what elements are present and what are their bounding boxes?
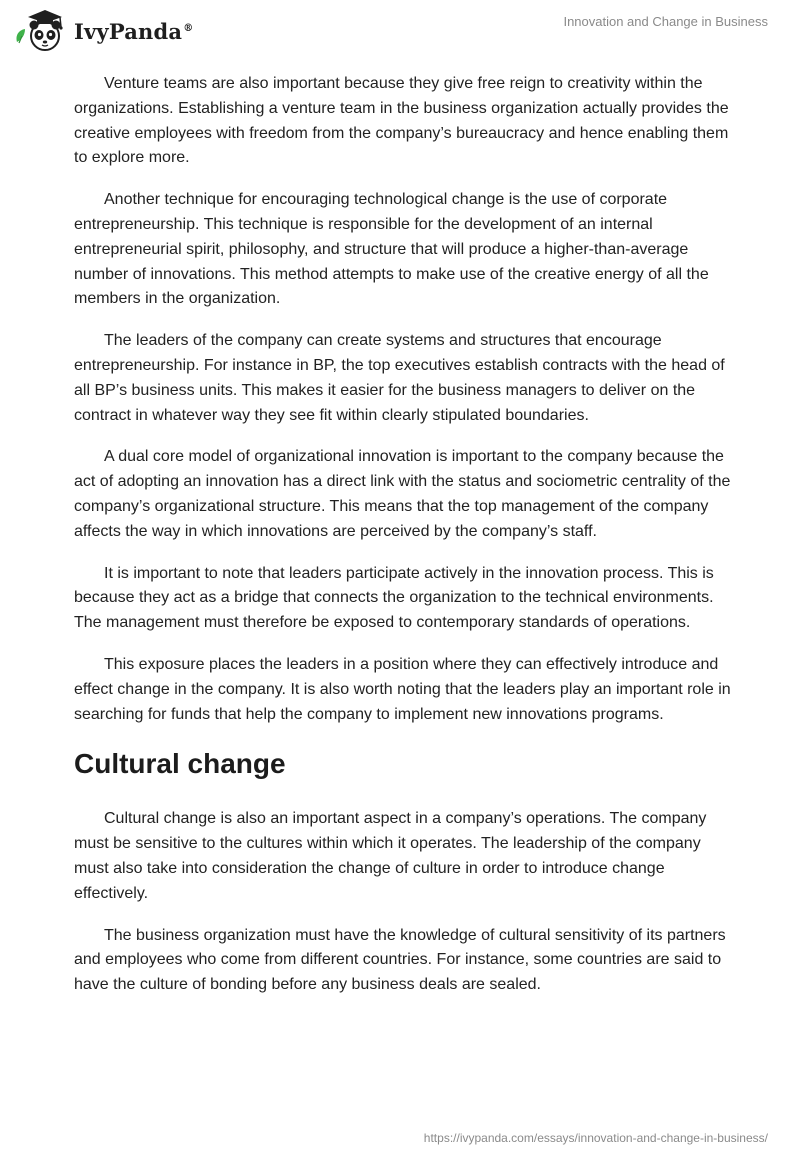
essay-content: [74, 72, 734, 1015]
page-header: [0, 0, 800, 60]
paragraph: Cultural change is also an important aspect in a company’s operations. The company must be sensitive to the cultures within which it operates. The leadership of the company must also take into consideration the change of culture in order to introduce change effectively.: [74, 810, 707, 902]
paragraph: Another technique for encouraging technological change is the use of corporate entrepreneurship. This technique is responsible for the development of an internal entrepreneurial spirit, philosophy, and structure that will produce a higher-than-average number of innovations. This method attempts to make use of the creative energy of all the members in the organization.: [74, 191, 709, 308]
paragraph: The business organization must have the knowledge of cultural sensitivity of its partners and employees who come from different countries. For instance, some countries are said to have the culture of bonding before any business deals are sealed.: [74, 926, 726, 994]
paragraph: Venture teams are also important because they give free reign to creativity within the organizations. Establishing a venture team in the business organization actually provides the creative employees with freedom from the company’s bureaucracy and hence enabling them to explore more.: [74, 75, 729, 167]
paragraph: This exposure places the leaders in a position where they can effectively introduce and effect change in the company. It is also worth noting that the leaders play an important role in searching for funds that help the company to implement new innovations programs.: [74, 655, 731, 723]
panda-graduate-icon: [14, 8, 70, 54]
paragraph: The leaders of the company can create systems and structures that encourage entrepreneurship. For instance in BP, the top executives establish contracts with the head of all BP’s business units. This makes it easier for the business managers to deliver on the contract in whatever way they see fit within clearly stipulated boundaries.: [74, 332, 725, 424]
ivypanda-logo[interactable]: [14, 8, 193, 54]
paragraph: It is important to note that leaders participate actively in the innovation process. This is because they act as a bridge that connects the organization to the technical environments. The management must therefore be exposed to contemporary standards of operations.: [74, 564, 714, 632]
registered-mark: ®: [183, 22, 194, 34]
source-url[interactable]: https://ivypanda.com/essays/innovation-and-change-in-business/: [423, 1131, 768, 1145]
brand-name: IvyPanda®: [74, 18, 194, 44]
paragraph: A dual core model of organizational innovation is important to the company because the act of adopting an innovation has a direct link with the status and sociometric centrality of the company’s organizational structure. This means that the top management of the company affects the way in which innovations are perceived by the company’s staff.: [74, 448, 731, 540]
section-heading: Cultural change: [74, 748, 286, 780]
document-title: Innovation and Change in Business: [563, 14, 768, 29]
